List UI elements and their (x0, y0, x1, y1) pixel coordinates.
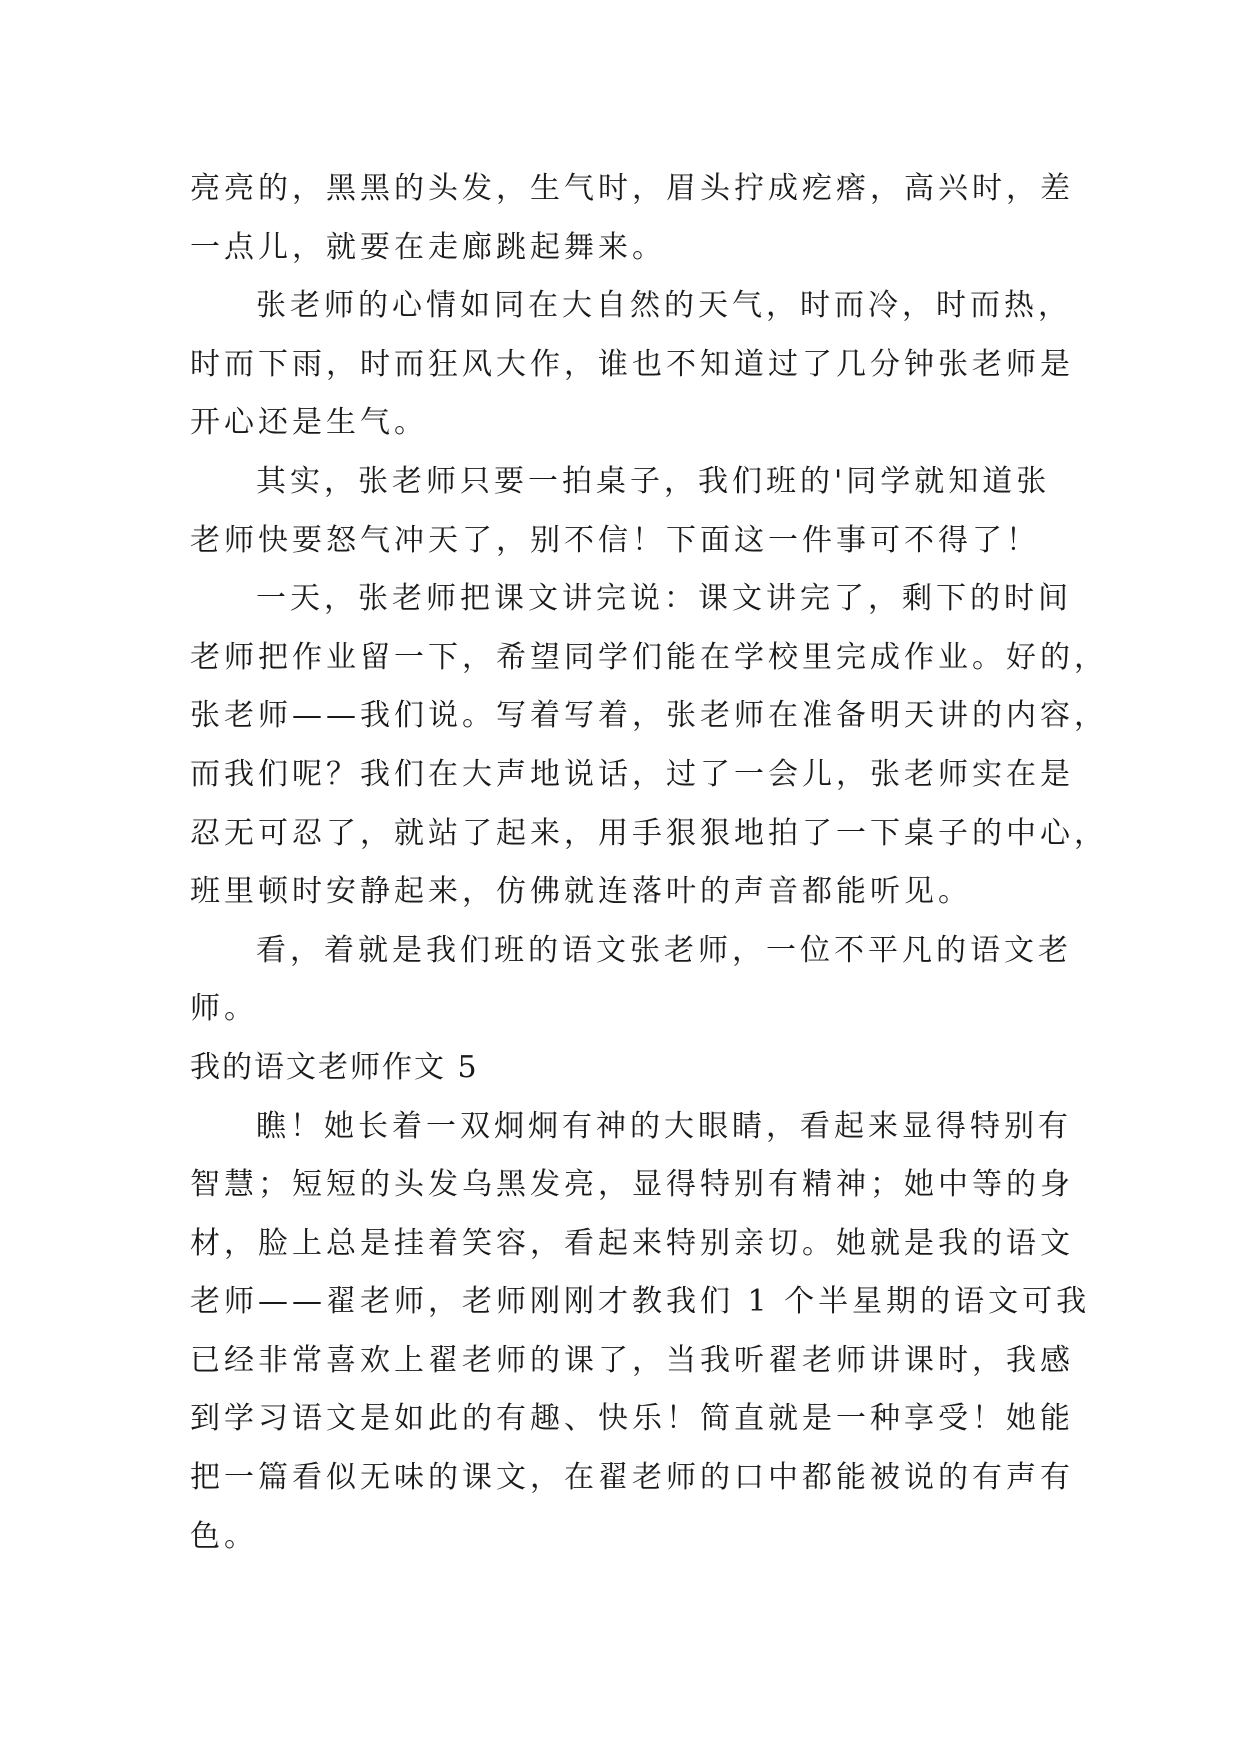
paragraph-line: 班里顿时安静起来，仿佛就连落叶的声音都能听见。 (190, 874, 972, 910)
paragraph-line: 师。 (190, 991, 258, 1027)
paragraph-line: 时而下雨，时而狂风大作，谁也不知道过了几分钟张老师是 (190, 346, 1074, 382)
paragraph-line: 张老师——我们说。写着写着，张老师在准备明天讲的内容， (190, 698, 1108, 734)
paragraph-line: 而我们呢？我们在大声地说话，过了一会儿，张老师实在是 (190, 756, 1074, 792)
paragraph-first-line: 看，着就是我们班的语文张老师，一位不平凡的语文老 (256, 932, 1072, 968)
paragraph-line: 老师——翟老师，老师刚刚才教我们 1 个半星期的语文可我 (190, 1284, 1091, 1320)
paragraph-line: 一点儿，就要在走廊跳起舞来。 (190, 229, 666, 265)
paragraph-line: 材，脸上总是挂着笑容，看起来特别亲切。她就是我的语文 (190, 1225, 1074, 1261)
paragraph-line: 把一篇看似无味的课文，在翟老师的口中都能被说的有声有 (190, 1460, 1074, 1496)
paragraph-line: 色。 (190, 1518, 258, 1554)
paragraph-line: 老师把作业留一下，希望同学们能在学校里完成作业。好的， (190, 639, 1108, 675)
paragraph-first-line: 瞧！她长着一双炯炯有神的大眼睛，看起来显得特别有 (256, 1108, 1072, 1144)
paragraph-first-line: 张老师的心情如同在大自然的天气，时而冷，时而热， (256, 288, 1072, 324)
paragraph-line: 亮亮的，黑黑的头发，生气时，眉头拧成疙瘩，高兴时，差 (190, 171, 1074, 206)
paragraph-first-line: 一天，张老师把课文讲完说：课文讲完了，剩下的时间 (256, 581, 1072, 617)
paragraph-line: 已经非常喜欢上翟老师的课了，当我听翟老师讲课时，我感 (190, 1342, 1074, 1378)
paragraph-first-line: 其实，张老师只要一拍桌子，我们班的'同学就知道张 (256, 463, 1051, 499)
paragraph-line: 智慧；短短的头发乌黑发亮，显得特别有精神；她中等的身 (190, 1167, 1074, 1203)
paragraph-line: 开心还是生气。 (190, 405, 428, 441)
paragraph-line: 老师快要怒气冲天了，别不信！下面这一件事可不得了！ (190, 522, 1040, 558)
essay-text (190, 160, 1108, 1566)
section-heading: 我的语文老师作文 5 (190, 1049, 479, 1085)
paragraph-line: 忍无可忍了，就站了起来，用手狠狠地拍了一下桌子的中心， (190, 815, 1108, 851)
paragraph-line: 到学习语文是如此的有趣、快乐！简直就是一种享受！她能 (190, 1401, 1074, 1437)
